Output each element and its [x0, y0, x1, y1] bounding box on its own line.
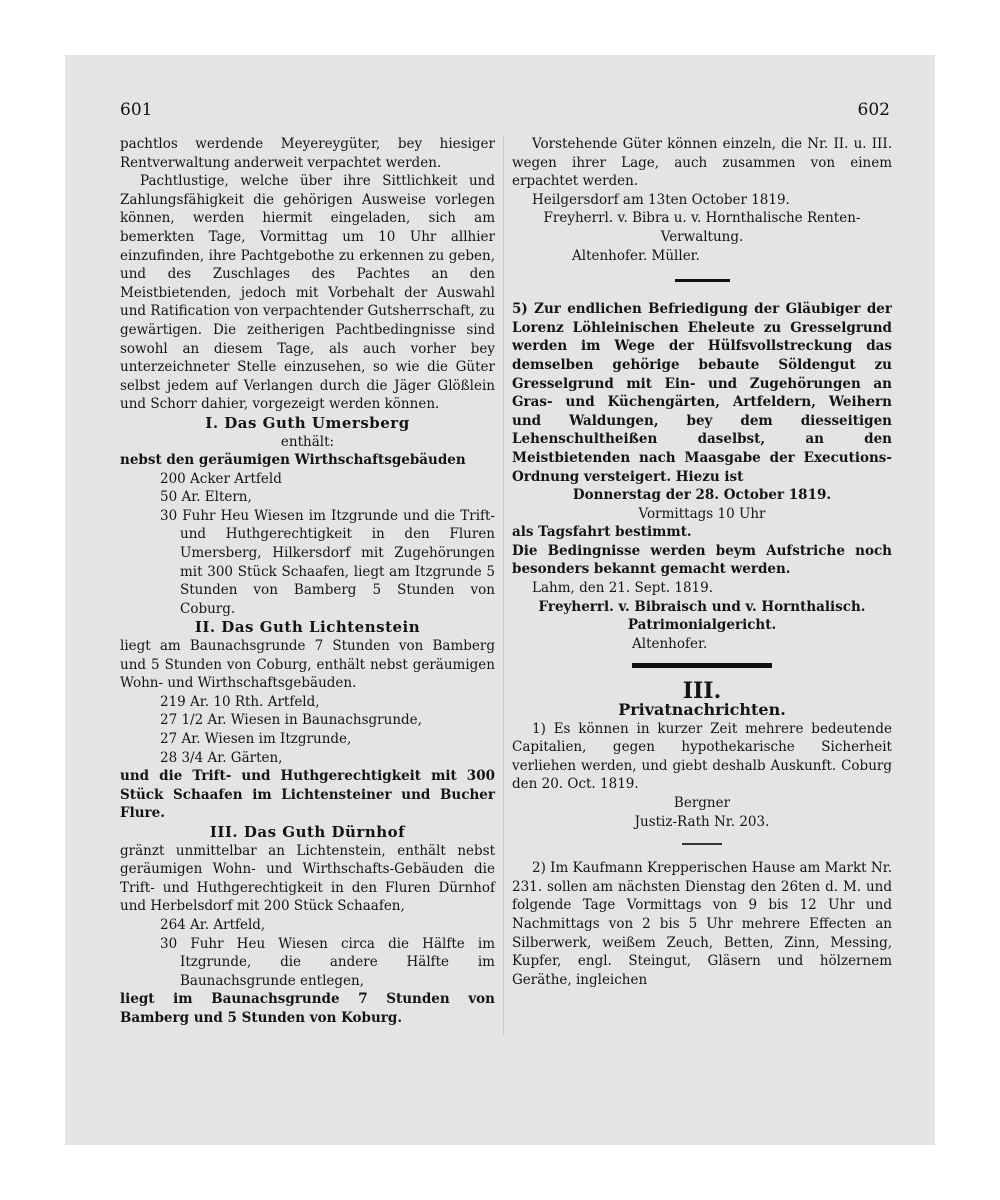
signature: Justiz-Rath Nr. 203.	[634, 813, 770, 830]
list-item: 27 1/2 Ar. Wiesen in Baunachsgrunde,	[160, 712, 422, 729]
paragraph: 1) Es können in kurzer Zeit mehrere bedeutende Capitalien, gegen hypothekarische Sicherheit verliehen werden, und giebt deshalb Auskunft. Coburg den 20. Oct. 1819.	[512, 720, 892, 793]
list-item: 219 Ar. 10 Rth. Artfeld,	[160, 693, 320, 710]
paragraph: nebst den geräumigen Wirthschaftsgebäuden	[120, 452, 466, 469]
paragraph: 2) Im Kaufmann Krepperischen Hause am Markt Nr. 231. sollen am nächsten Dienstag den 26ten d. M. und folgende Tage Vormittags von 9 bis 12 Uhr und Nachmittags von 2 bis 5 Uhr mehrere Effecten an Silberwerk, weißem Zeuch, Betten, Zinn, Messing, Kupfer, engl. Steingut, Gläsern und hölzernem Geräthe, ingleichen	[512, 860, 892, 988]
column-divider	[503, 135, 504, 1035]
signature: Altenhofer. Müller.	[572, 247, 700, 264]
section-title: Privatnachrichten.	[618, 700, 786, 720]
section-heading: I. Das Guth Umersberg	[205, 413, 410, 432]
list-item: 27 Ar. Wiesen im Itzgrunde,	[160, 731, 352, 747]
paragraph: liegt am Baunachsgrunde 7 Stunden von Bamberg und 5 Stunden von Coburg, enthält nebst geräumigen Wohn- und Wirthschaftsgebäuden.	[120, 638, 495, 692]
paragraph: gränzt unmittelbar an Lichtenstein, enthält nebst geräumigen Wohn- und Wirthschafts-Gebäuden die Trift- und Huthgerechtigkeit in den Fluren Dürnhof und Herbelsdorf mit 200 Stück Schaafen,	[120, 842, 495, 915]
paragraph: als Tagsfahrt bestimmt.	[512, 524, 692, 541]
section-heading: II. Das Guth Lichtenstein	[194, 618, 421, 637]
page-number-left: 601	[120, 100, 153, 120]
scanned-page	[65, 55, 935, 1145]
paragraph: liegt im Baunachsgrunde 7 Stunden von Bamberg und 5 Stunden von Koburg.	[120, 991, 495, 1026]
list-item: 50 Ar. Eltern,	[160, 489, 252, 506]
list-item: 264 Ar. Artfeld,	[160, 916, 266, 933]
section-heading: III. Das Guth Dürnhof	[209, 822, 406, 841]
separator-rule	[682, 843, 722, 845]
separator-rule	[675, 279, 730, 282]
auction-date: Donnerstag der 28. October 1819.	[572, 487, 832, 504]
separator-rule	[632, 663, 772, 668]
paragraph: Die Bedingnisse werden beym Aufstriche noch besonders bekannt gemacht werden.	[512, 542, 892, 578]
left-column	[120, 135, 495, 1028]
paragraph: 5) Zur endlichen Befriedigung der Gläubiger der Lorenz Löhleinischen Eheleute zu Gresselgrund werden im Wege der Hülfsvollstreckung das demselben gehörige bebaute Söldengut zu Gresselgrund mit Ein- und Zugehörungen an Gras- und Küchengärten, Artfeldern, Weihern und Waldungen, bey dem diesseitigen Lehenschultheißen daselbst, an den Meistbietenden nach Maasgabe der Executions-Ordnung versteigert. Hiezu ist	[512, 301, 892, 485]
list-item: 30 Fuhr Heu Wiesen im Itzgrunde und die Trift- und Huthgerechtigkeit in den Fluren Umersberg, Hilkersdorf mit Zugehörungen mit 300 Stück Schaafen, liegt am Itzgrunde 5 Stunden von Bamberg 5 Stunden von Coburg.	[160, 507, 495, 617]
list-item: 28 3/4 Ar. Gärten,	[160, 749, 283, 766]
right-column	[512, 135, 892, 989]
signature: Altenhofer.	[632, 635, 708, 652]
section-subheading: enthält:	[280, 433, 335, 450]
paragraph: Pachtlustige, welche über ihre Sittlichkeit und Zahlungsfähigkeit die gehörigen Ausweise vorlegen können, werden hiermit eingeladen, sich am bemerkten Tage, Vormittag um 10 Uhr allhier einzufinden, ihre Pachtgebothe zu erkennen zu geben, und des Zuschlages des Pachtes an den Meistbietenden, jedoch mit Vorbehalt der Auswahl und Ratification von verpachtender Gutsherrschaft, zu gewärtigen. Die zeitherigen Pachtbedingnisse sind sowohl an diesem Tage, als auch vorher bey unterzeichneter Stelle einzusehen, so wie die Güter selbst jedem auf Verlangen durch die Jäger Glößlein und Schorr dahier, vorgezeigt werden können.	[120, 173, 495, 413]
paragraph: Vorstehende Güter können einzeln, die Nr. II. u. III. wegen ihrer Lage, auch zusammen von einem erpachtet werden.	[512, 136, 892, 190]
section-number: III.	[682, 678, 722, 705]
signature: Freyherrl. v. Bibra u. v. Hornthalische Renten-Verwaltung.	[543, 210, 861, 245]
signature: Freyherrl. v. Bibraisch und v. Hornthalisch. Patrimonialgericht.	[538, 598, 866, 634]
paragraph: pachtlos werdende Meyereygüter, bey hiesiger Rentverwaltung anderweit verpachtet werden.	[120, 136, 495, 171]
place-date: Heilgersdorf am 13ten October 1819.	[532, 191, 790, 208]
paragraph: und die Trift- und Huthgerechtigkeit mit 300 Stück Schaafen im Lichtensteiner und Bucher Flure.	[120, 768, 495, 822]
signature: Bergner	[673, 795, 731, 811]
page-number-right: 602	[857, 100, 890, 120]
list-item: 200 Acker Artfeld	[160, 470, 282, 487]
list-item: 30 Fuhr Heu Wiesen circa die Hälfte im Itzgrunde, die andere Hälfte im Baunachsgrunde entlegen,	[160, 935, 495, 989]
auction-time: Vormittags 10 Uhr	[638, 505, 766, 522]
place-date: Lahm, den 21. Sept. 1819.	[532, 580, 714, 597]
